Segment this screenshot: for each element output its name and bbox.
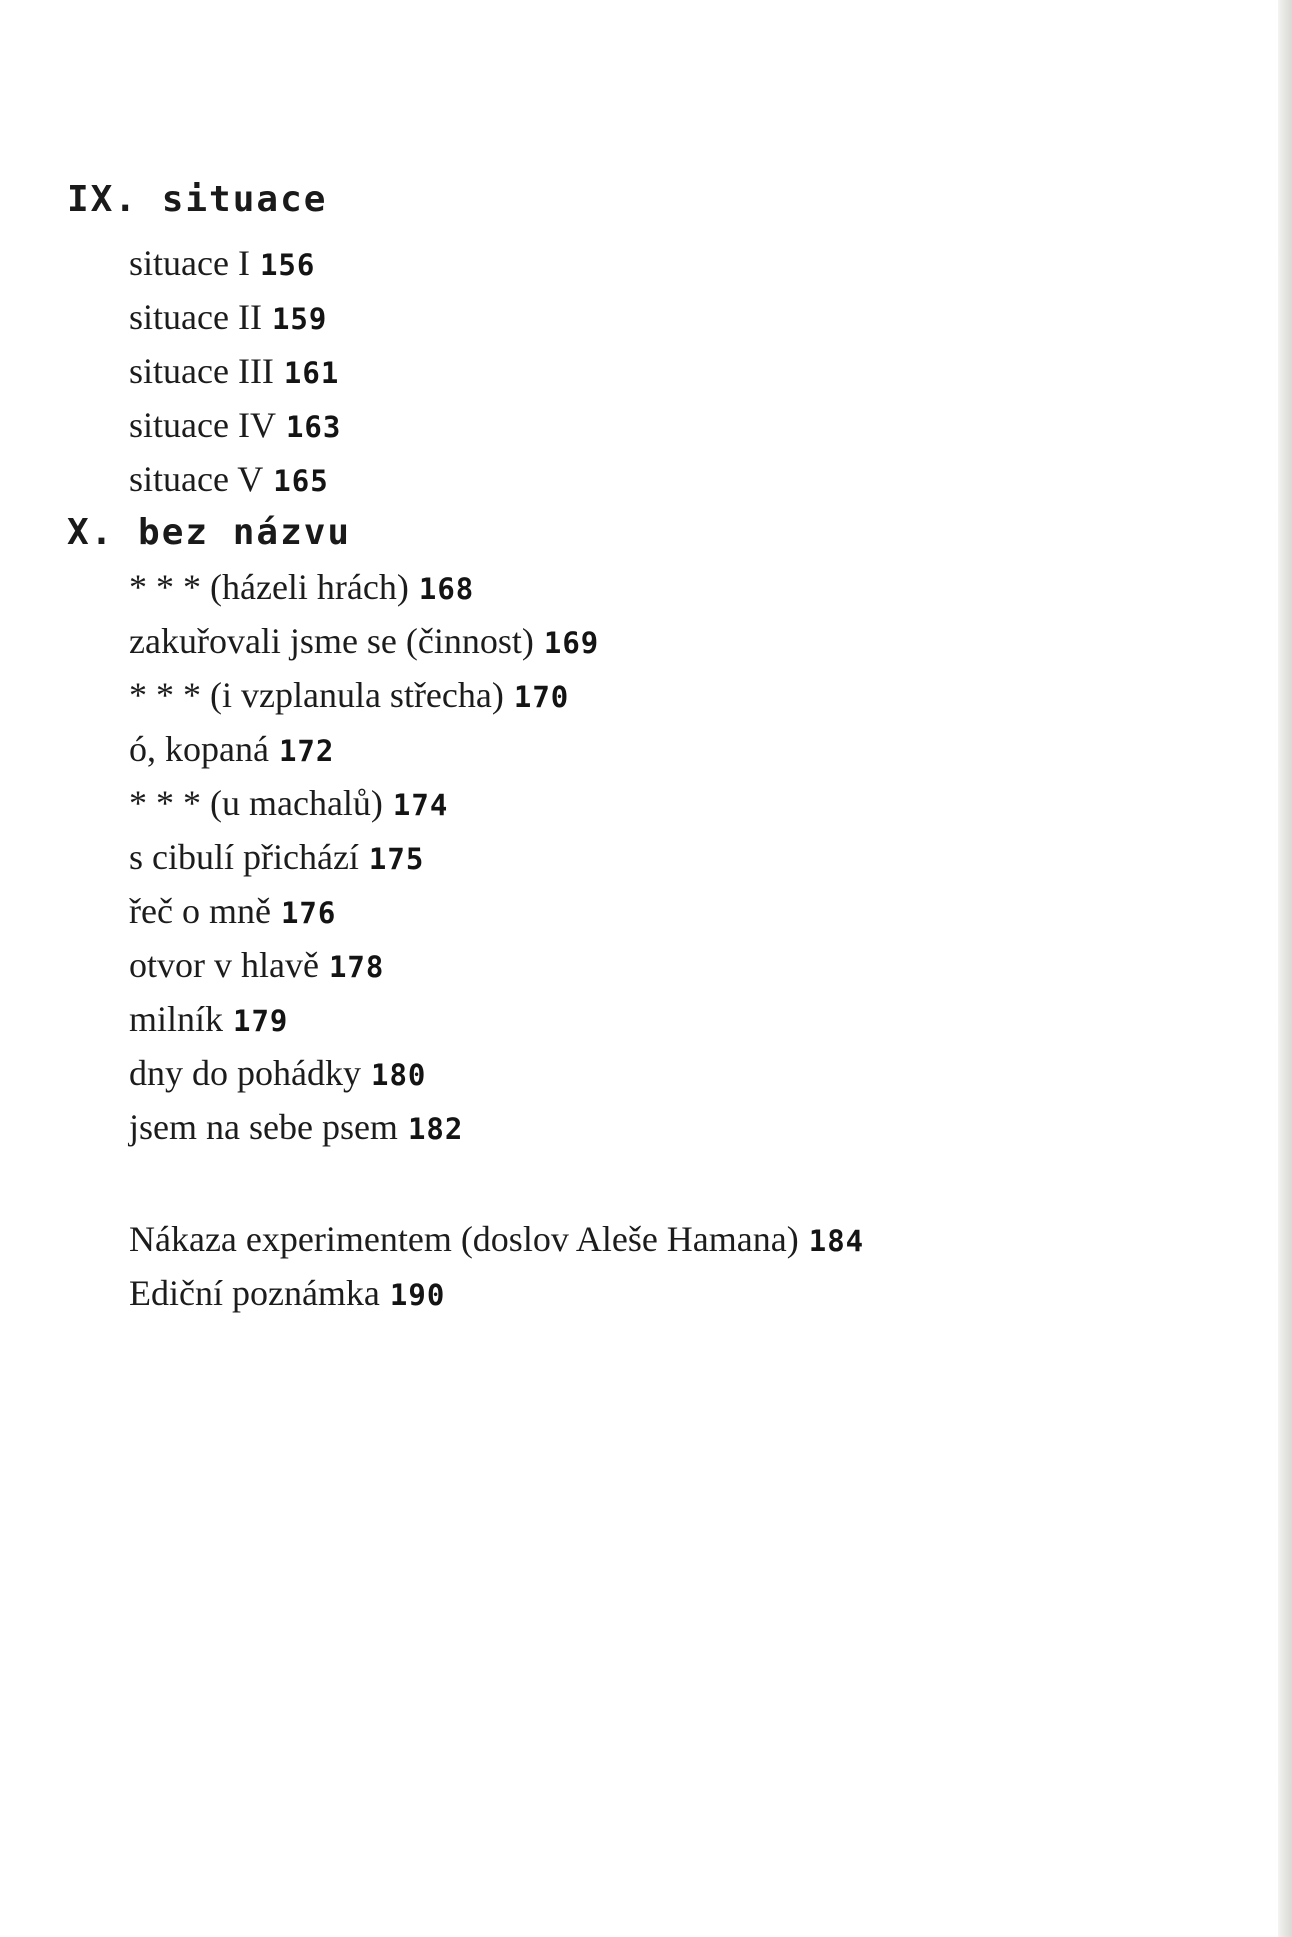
entry-page-number: 159	[271, 302, 328, 336]
entry-title: Ediční poznámka	[129, 1273, 380, 1313]
entry-page-number: 180	[370, 1058, 427, 1092]
section-heading-ix: IX. situace	[67, 179, 328, 220]
toc-entry	[129, 297, 327, 339]
entry-page-number: 175	[368, 842, 425, 876]
entry-page-number: 190	[389, 1278, 446, 1312]
entry-page-number: 163	[285, 410, 342, 444]
toc-entry	[129, 567, 474, 609]
toc-entry	[129, 405, 341, 447]
section-heading-x: X. bez názvu	[67, 512, 352, 553]
toc-entry	[129, 459, 329, 501]
entry-page-number: 174	[392, 788, 449, 822]
toc-entry	[129, 351, 339, 393]
toc-entry	[129, 675, 569, 717]
entry-title: otvor v hlavě	[129, 945, 319, 985]
entry-page-number: 169	[543, 626, 600, 660]
entry-page-number: 178	[328, 950, 385, 984]
entry-page-number: 165	[273, 464, 329, 498]
entry-title: situace V	[129, 459, 264, 499]
toc-entry	[129, 999, 288, 1041]
entry-title: Nákaza experimentem (doslov Aleše Hamana)	[129, 1219, 799, 1259]
toc-entry	[129, 837, 424, 879]
entry-page-number: 172	[278, 734, 335, 768]
entry-page-number: 168	[418, 572, 475, 606]
entry-title: dny do pohádky	[129, 1053, 361, 1093]
entry-title: * * * (házeli hrách)	[129, 567, 409, 607]
entry-page-number: 182	[407, 1112, 464, 1146]
toc-appendix-entry	[129, 1273, 445, 1315]
entry-title: řeč o mně	[129, 891, 271, 931]
entry-title: * * * (u machalů)	[129, 783, 383, 823]
toc-entry	[129, 891, 336, 933]
entry-page-number: 179	[233, 1004, 289, 1038]
entry-page-number: 161	[283, 356, 340, 390]
entry-title: * * * (i vzplanula střecha)	[129, 675, 504, 715]
toc-entry	[129, 621, 599, 663]
entry-page-number: 170	[513, 680, 570, 714]
entry-title: zakuřovali jsme se (činnost)	[129, 621, 534, 661]
entry-title: situace III	[129, 351, 274, 391]
entry-title: s cibulí přichází	[129, 837, 359, 877]
entry-title: milník	[129, 999, 224, 1039]
toc-appendix-entry	[129, 1219, 864, 1261]
entry-title: situace IV	[129, 405, 276, 445]
entry-title: situace II	[129, 297, 262, 337]
toc-entry	[129, 945, 384, 987]
entry-title: situace I	[129, 243, 250, 283]
toc-entry	[129, 243, 315, 285]
entry-page-number: 176	[280, 896, 337, 930]
entry-title: jsem na sebe psem	[129, 1107, 398, 1147]
page-edge-shadow	[1278, 0, 1292, 1937]
toc-entry	[129, 729, 334, 771]
entry-title: ó, kopaná	[129, 729, 269, 769]
toc-entry	[129, 783, 448, 825]
toc-entry	[129, 1053, 426, 1095]
entry-page-number: 184	[808, 1224, 865, 1258]
toc-entry	[129, 1107, 463, 1149]
entry-page-number: 156	[259, 248, 316, 282]
